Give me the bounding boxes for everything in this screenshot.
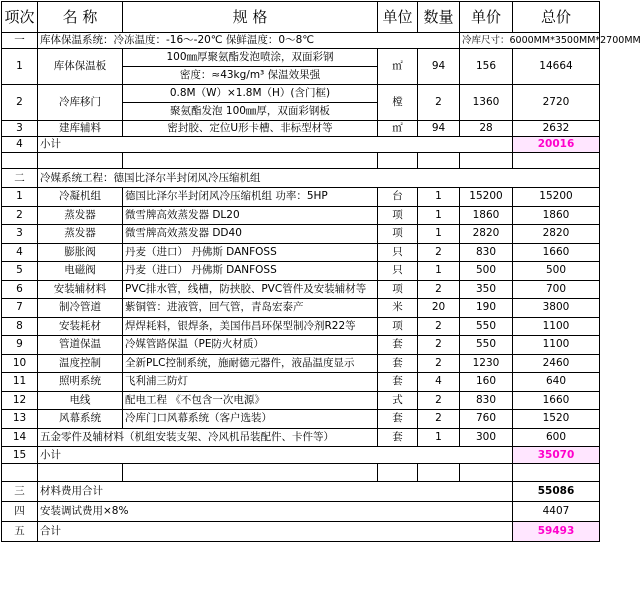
- summary-row: [2, 522, 600, 542]
- row-number: 14: [2, 428, 38, 447]
- row-total: 2632: [513, 121, 600, 137]
- row-unit: 套: [378, 336, 418, 355]
- row-price: 156: [460, 49, 513, 85]
- summary-label: 安装调试费用×8%: [38, 502, 513, 522]
- row-number: 2: [2, 85, 38, 121]
- row-qty: 2: [418, 243, 460, 262]
- row-number: 4: [2, 243, 38, 262]
- row-total: 640: [513, 373, 600, 392]
- table-row: [2, 49, 600, 67]
- row-name: 安装辅材料: [38, 280, 123, 299]
- row-unit: 台: [378, 188, 418, 207]
- summary-value: 59493: [513, 522, 600, 542]
- row-qty: 2: [418, 317, 460, 336]
- summary-value: 55086: [513, 482, 600, 502]
- summary-number: 五: [2, 522, 38, 542]
- row-name: 蒸发器: [38, 206, 123, 225]
- summary-label: 材料费用合计: [38, 482, 513, 502]
- row-total: 500: [513, 262, 600, 281]
- row-number: 8: [2, 317, 38, 336]
- row-unit: 只: [378, 243, 418, 262]
- row-total: 1520: [513, 410, 600, 429]
- subtotal-value: 20016: [513, 137, 600, 153]
- row-spec: 德国比泽尔半封闭风冷压缩机组 功率：5HP: [123, 188, 378, 207]
- header-unit: 单位: [378, 2, 418, 33]
- row-spec: 配电工程 《不包含一次电源》: [123, 391, 378, 410]
- row-name: 电磁阀: [38, 262, 123, 281]
- row-price: 550: [460, 336, 513, 355]
- row-name: 安装耗材: [38, 317, 123, 336]
- table-row: [2, 243, 600, 262]
- row-unit: 樘: [378, 85, 418, 121]
- row-price: 350: [460, 280, 513, 299]
- section-title: 库体保温系统：冷冻温度：-16～-20℃ 保鲜温度：0～8℃: [38, 33, 460, 49]
- summary-number: 四: [2, 502, 38, 522]
- row-qty: 2: [418, 391, 460, 410]
- row-name: 风幕系统: [38, 410, 123, 429]
- table-row: [2, 354, 600, 373]
- table-row: [2, 299, 600, 318]
- row-number: 7: [2, 299, 38, 318]
- row-unit: 项: [378, 280, 418, 299]
- row-unit: 套: [378, 428, 418, 447]
- table-row: [2, 121, 600, 137]
- row-price: 1360: [460, 85, 513, 121]
- row-number: 5: [2, 262, 38, 281]
- row-unit: 只: [378, 262, 418, 281]
- spacer-row: [2, 153, 600, 169]
- subtotal-label: 小计: [38, 137, 513, 153]
- row-unit: ㎡: [378, 49, 418, 85]
- table-row: [2, 262, 600, 281]
- row-number: 6: [2, 280, 38, 299]
- row-qty: 1: [418, 262, 460, 281]
- row-name: 冷凝机组: [38, 188, 123, 207]
- row-spec: PVC排水管，线槽，防挟胶、PVC管件及安装辅材等: [123, 280, 378, 299]
- row-name: 照明系统: [38, 373, 123, 392]
- row-spec: 0.8M（W）×1.8M（H）(含门框): [123, 85, 378, 103]
- header-total: 总价: [513, 2, 600, 33]
- row-spec: 100㎜厚聚氨酯发泡喷涂，双面彩钢: [123, 49, 378, 67]
- row-price: 1230: [460, 354, 513, 373]
- row-total: 2460: [513, 354, 600, 373]
- row-total: 700: [513, 280, 600, 299]
- table-row: [2, 280, 600, 299]
- row-number: 1: [2, 188, 38, 207]
- row-spec: 焊焊耗料，银焊条，美国伟昌环保型制冷剂R22等: [123, 317, 378, 336]
- header-price: 单价: [460, 2, 513, 33]
- section-row: [2, 33, 600, 49]
- row-unit: 套: [378, 354, 418, 373]
- table-row: [2, 391, 600, 410]
- row-qty: 2: [418, 85, 460, 121]
- subtotal-label: 小计: [38, 447, 513, 464]
- row-unit: 项: [378, 206, 418, 225]
- section-row: [2, 169, 600, 188]
- row-price: 1860: [460, 206, 513, 225]
- row-number: 3: [2, 121, 38, 137]
- row-name: 电线: [38, 391, 123, 410]
- row-qty: 94: [418, 121, 460, 137]
- row-unit: 项: [378, 317, 418, 336]
- row-spec: 微雪牌高效蒸发器 DD40: [123, 225, 378, 244]
- section-title: 冷媒系统工程：德国比泽尔半封闭风冷压缩机组: [38, 169, 600, 188]
- row-total: 1100: [513, 336, 600, 355]
- row-price: 160: [460, 373, 513, 392]
- section-number: 二: [2, 169, 38, 188]
- table-row: [2, 85, 600, 103]
- row-name: 蒸发器: [38, 225, 123, 244]
- row-spec: 密度：≈43kg/m³ 保温效果强: [123, 67, 378, 85]
- section-number: 一: [2, 33, 38, 49]
- table-row: [2, 225, 600, 244]
- row-price: 550: [460, 317, 513, 336]
- row-total: 1660: [513, 391, 600, 410]
- row-number: 2: [2, 206, 38, 225]
- row-qty: 2: [418, 336, 460, 355]
- row-qty: 2: [418, 410, 460, 429]
- row-name: 五金零件及辅材料（机组安装支架、冷风机吊装配件、卡件等）: [38, 428, 378, 447]
- row-total: 600: [513, 428, 600, 447]
- row-qty: 1: [418, 225, 460, 244]
- row-price: 300: [460, 428, 513, 447]
- row-number: 15: [2, 447, 38, 464]
- row-number: 13: [2, 410, 38, 429]
- row-unit: 米: [378, 299, 418, 318]
- table-row: [2, 188, 600, 207]
- row-price: 830: [460, 243, 513, 262]
- row-total: 1100: [513, 317, 600, 336]
- quotation-table: [1, 1, 641, 542]
- row-qty: 1: [418, 188, 460, 207]
- row-total: 2820: [513, 225, 600, 244]
- row-spec: 密封胶、定位U形卡槽、非标型材等: [123, 121, 378, 137]
- row-number: 9: [2, 336, 38, 355]
- row-number: 3: [2, 225, 38, 244]
- summary-number: 三: [2, 482, 38, 502]
- row-total: 3800: [513, 299, 600, 318]
- row-spec: 冷库门口风幕系统（客户选装）: [123, 410, 378, 429]
- subtotal-value: 35070: [513, 447, 600, 464]
- summary-row: [2, 482, 600, 502]
- row-total: 1860: [513, 206, 600, 225]
- row-total: 14664: [513, 49, 600, 85]
- row-price: 830: [460, 391, 513, 410]
- row-number: 11: [2, 373, 38, 392]
- row-number: 4: [2, 137, 38, 153]
- row-qty: 2: [418, 280, 460, 299]
- row-qty: 94: [418, 49, 460, 85]
- row-number: 1: [2, 49, 38, 85]
- table-row: [2, 317, 600, 336]
- summary-row: [2, 502, 600, 522]
- summary-label: 合计: [38, 522, 513, 542]
- table-row: [2, 373, 600, 392]
- row-price: 190: [460, 299, 513, 318]
- row-spec: 冷媒管路保温（PE防火材质）: [123, 336, 378, 355]
- row-price: 2820: [460, 225, 513, 244]
- row-unit: 套: [378, 410, 418, 429]
- row-spec: 丹麦（进口） 丹佛斯 DANFOSS: [123, 262, 378, 281]
- row-name: 管道保温: [38, 336, 123, 355]
- table-row: [2, 410, 600, 429]
- row-name: 建库辅料: [38, 121, 123, 137]
- header-qty: 数量: [418, 2, 460, 33]
- row-qty: 2: [418, 354, 460, 373]
- row-unit: 项: [378, 225, 418, 244]
- summary-value: 4407: [513, 502, 600, 522]
- spacer-row: [2, 464, 600, 482]
- row-spec: 聚氨酯发泡 100㎜厚，双面彩钢板: [123, 103, 378, 121]
- row-spec: 紫铜管：进液管，回气管，青岛宏泰产: [123, 299, 378, 318]
- row-number: 12: [2, 391, 38, 410]
- header-spec: 规 格: [123, 2, 378, 33]
- table-row: [2, 428, 600, 447]
- row-total: 2720: [513, 85, 600, 121]
- row-price: 500: [460, 262, 513, 281]
- row-number: 10: [2, 354, 38, 373]
- row-spec: 微雪牌高效蒸发器 DL20: [123, 206, 378, 225]
- row-price: 760: [460, 410, 513, 429]
- row-price: 15200: [460, 188, 513, 207]
- row-qty: 1: [418, 428, 460, 447]
- row-unit: 套: [378, 373, 418, 392]
- row-total: 15200: [513, 188, 600, 207]
- row-spec: 全新PLC控制系统，施耐德元器件，液晶温度显示: [123, 354, 378, 373]
- row-unit: ㎡: [378, 121, 418, 137]
- row-name: 制冷管道: [38, 299, 123, 318]
- row-qty: 4: [418, 373, 460, 392]
- subtotal-row: [2, 137, 600, 153]
- header-row: [2, 2, 600, 33]
- row-price: 28: [460, 121, 513, 137]
- row-name: 库体保温板: [38, 49, 123, 85]
- row-qty: 1: [418, 206, 460, 225]
- row-name: 膨胀阀: [38, 243, 123, 262]
- header-name: 名 称: [38, 2, 123, 33]
- row-name: 冷库移门: [38, 85, 123, 121]
- row-name: 温度控制: [38, 354, 123, 373]
- row-unit: 式: [378, 391, 418, 410]
- table-row: [2, 336, 600, 355]
- section-size-note: 冷库尺寸：6000MM*3500MM*2700MM: [460, 33, 600, 49]
- subtotal-row: [2, 447, 600, 464]
- table-row: [2, 206, 600, 225]
- row-qty: 20: [418, 299, 460, 318]
- header-no: 项次: [2, 2, 38, 33]
- row-spec: 丹麦（进口） 丹佛斯 DANFOSS: [123, 243, 378, 262]
- row-spec: 飞利浦三防灯: [123, 373, 378, 392]
- row-total: 1660: [513, 243, 600, 262]
